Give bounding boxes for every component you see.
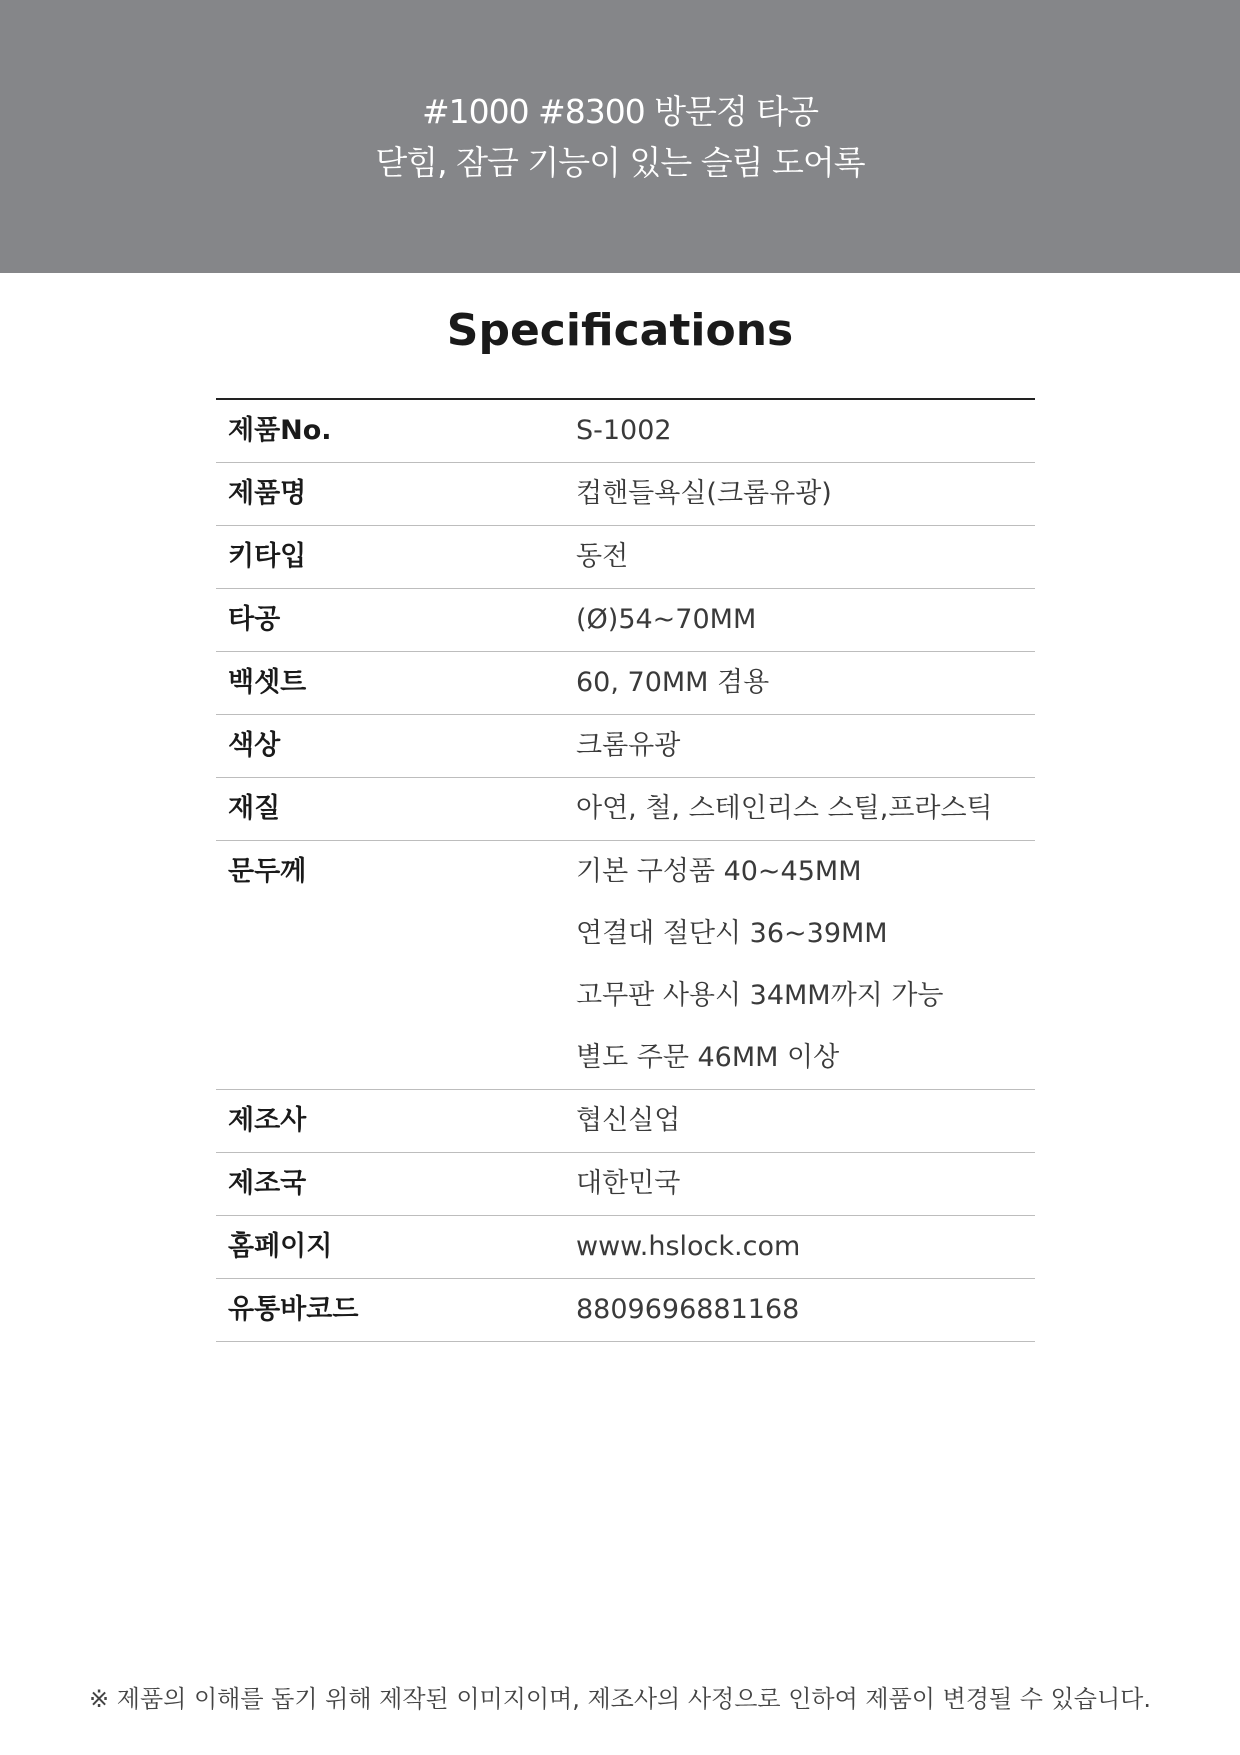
- spec-label: 홈페이지: [216, 1216, 576, 1279]
- spec-row: [216, 652, 1035, 715]
- spec-value-line: 크롬유광: [576, 730, 681, 761]
- spec-label: 백셋트: [216, 652, 576, 715]
- spec-value-line: 기본 구성품 40~45MM: [576, 856, 862, 887]
- spec-value-line: 동전: [576, 541, 629, 572]
- spec-value: [576, 1279, 1035, 1342]
- spec-value-line: 대한민국: [576, 1168, 681, 1199]
- spec-value: [576, 715, 1035, 778]
- spec-value-line: 별도 주문 46MM 이상: [576, 1042, 840, 1073]
- spec-value-line: 컵핸들욕실(크롬유광): [576, 478, 832, 509]
- spec-value-line: S-1002: [576, 415, 672, 446]
- header-title-line-2: 닫힘, 잠금 기능이 있는 슬림 도어록: [375, 143, 865, 182]
- spec-label: 제품No.: [216, 399, 576, 463]
- spec-value: [576, 652, 1035, 715]
- spec-value: [576, 589, 1035, 652]
- spec-label: 제조사: [216, 1090, 576, 1153]
- spec-row: [216, 1153, 1035, 1216]
- spec-value: [576, 526, 1035, 589]
- spec-row: [216, 715, 1035, 778]
- spec-row: [216, 399, 1035, 463]
- spec-row: [216, 589, 1035, 652]
- spec-row: [216, 1279, 1035, 1342]
- spec-value-line: 아연, 철, 스테인리스 스틸,프라스틱: [576, 793, 993, 824]
- spec-row: [216, 1090, 1035, 1153]
- page-title: Specifications: [446, 305, 794, 356]
- spec-value: [576, 463, 1035, 526]
- spec-label: 키타입: [216, 526, 576, 589]
- spec-row: [216, 841, 1035, 1090]
- spec-label: 타공: [216, 589, 576, 652]
- spec-value-line: 60, 70MM 겸용: [576, 667, 770, 698]
- spec-value-line: 협신실업: [576, 1105, 681, 1136]
- spec-label: 문두께: [216, 841, 576, 1090]
- spec-row: [216, 463, 1035, 526]
- disclaimer-footnote: ※ 제품의 이해를 돕기 위해 제작된 이미지이며, 제조사의 사정으로 인하여 제품이 변경될 수 있습니다.: [89, 1685, 1151, 1713]
- spec-value: [576, 841, 1035, 1090]
- spec-value: [576, 778, 1035, 841]
- spec-label: 색상: [216, 715, 576, 778]
- spec-label: 유통바코드: [216, 1279, 576, 1342]
- spec-table: [216, 398, 1035, 1342]
- spec-value-line: (Ø)54~70MM: [576, 604, 757, 635]
- spec-label: 제조국: [216, 1153, 576, 1216]
- spec-value-line: 고무판 사용시 34MM까지 가능: [576, 980, 944, 1011]
- spec-value: [576, 399, 1035, 463]
- spec-value: [576, 1216, 1035, 1279]
- barcode-number: 8809696881168: [576, 1294, 800, 1325]
- spec-row: [216, 778, 1035, 841]
- header-title-line-1: #1000 #8300 방문정 타공: [421, 92, 819, 131]
- spec-value: [576, 1090, 1035, 1153]
- homepage-url: www.hslock.com: [576, 1231, 801, 1262]
- spec-value: [576, 1153, 1035, 1216]
- header-banner: [0, 0, 1240, 273]
- spec-label: 제품명: [216, 463, 576, 526]
- spec-row: [216, 1216, 1035, 1279]
- spec-value-line: 연결대 절단시 36~39MM: [576, 918, 888, 949]
- spec-label: 재질: [216, 778, 576, 841]
- spec-row: [216, 526, 1035, 589]
